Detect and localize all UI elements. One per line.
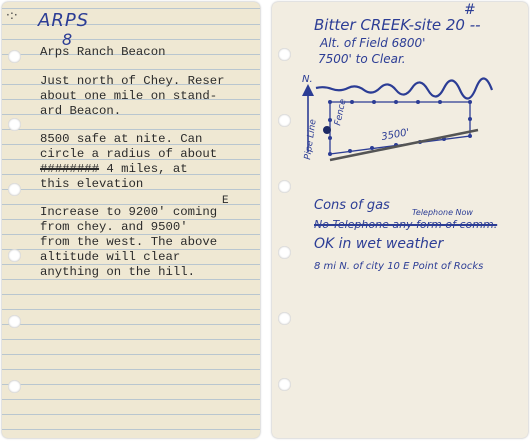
clearance-altitude: 7500' to Clear.: [318, 52, 406, 66]
radius-text: 4 miles, at: [99, 162, 188, 176]
corner-dots: ·:·: [6, 8, 18, 22]
north-arrow-icon: [302, 84, 314, 96]
altitude-line: anything on the hill.: [40, 265, 195, 279]
beacon-title: Arps Ranch Beacon: [40, 45, 166, 59]
location-line: Just north of Chey. Reser: [40, 74, 225, 88]
header-mark: 8: [62, 30, 73, 49]
left-index-card: [2, 2, 260, 438]
hash-mark: #: [464, 2, 476, 18]
location-line: ard Beacon.: [40, 104, 122, 118]
pipe-line-label: Pipe Line: [303, 118, 319, 161]
telephone-insert: Telephone Now: [412, 208, 473, 217]
fence-label: Fence: [333, 98, 349, 127]
location-line: about one mile on stand-: [40, 89, 218, 103]
road-scribble: [316, 78, 492, 98]
altitude-line: altitude will clear: [40, 250, 181, 264]
site-title: Bitter CREEK-site 20 --: [314, 16, 481, 34]
punch-hole: [8, 380, 21, 393]
north-label: N.: [302, 74, 313, 85]
superscript-mark: E: [222, 195, 229, 207]
punch-hole: [8, 249, 21, 262]
altitude-line: from chey. and 9500': [40, 220, 188, 234]
safety-line: [40, 162, 260, 177]
altitude-line: Increase to 9200' coming: [40, 205, 218, 219]
struck-out-text: ########: [40, 162, 100, 176]
safety-line: circle a radius of about: [40, 147, 218, 161]
weather-note: OK in wet weather: [314, 236, 444, 252]
punch-hole: [8, 315, 21, 328]
punch-hole: [8, 183, 21, 196]
card-header: ARPS: [38, 10, 90, 31]
right-index-card: [272, 2, 528, 438]
beacon-marker-icon: [323, 126, 331, 134]
altitude-line: from the west. The above: [40, 235, 218, 249]
punch-hole: [8, 118, 21, 131]
safety-line: this elevation: [40, 177, 144, 191]
location-note: 8 mi N. of city 10 E Point of Rocks: [314, 261, 484, 272]
punch-hole: [8, 50, 21, 63]
gas-note: Cons of gas: [314, 198, 390, 213]
distance-label: 3500': [380, 127, 411, 143]
struck-telephone-note: No Telephone any form of comm.: [314, 218, 498, 231]
field-altitude: Alt. of Field 6800': [320, 36, 426, 50]
safety-line: 8500 safe at nite. Can: [40, 132, 203, 146]
